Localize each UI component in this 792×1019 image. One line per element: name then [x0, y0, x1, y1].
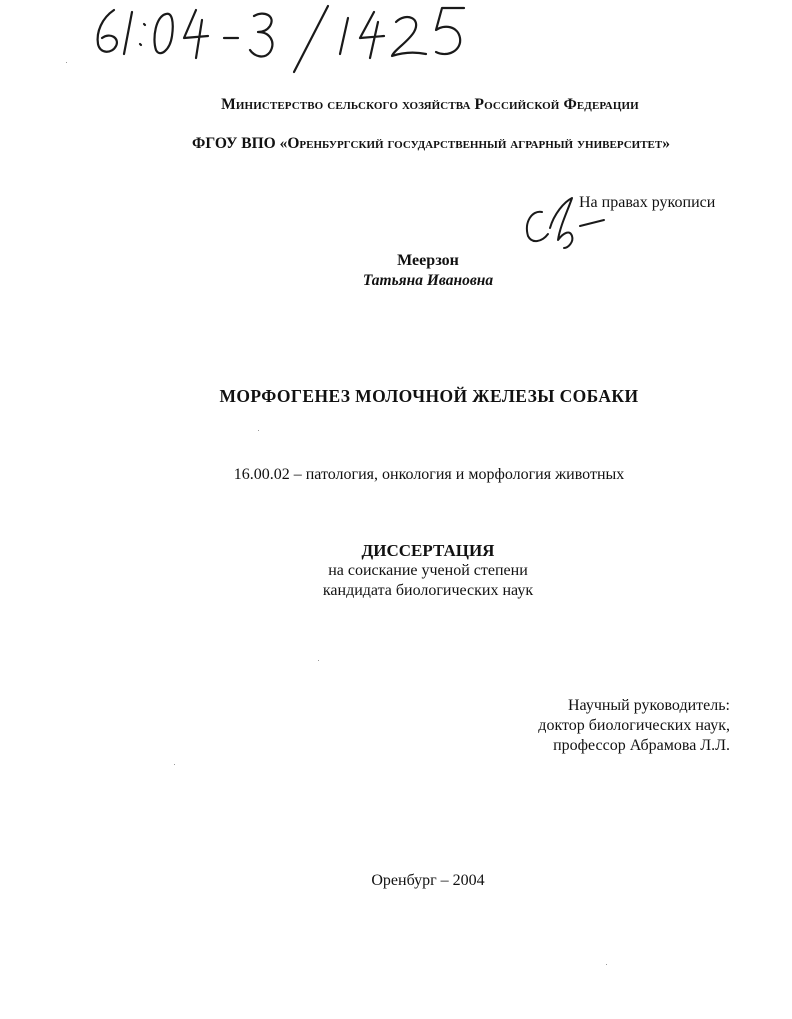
university-heading: ФГОУ ВПО «Оренбургский государственный аграрный университет»	[192, 135, 670, 152]
specialty-code: 16.00.02 – патология, онкология и морфология животных	[233, 466, 625, 483]
handwritten-catalog-number	[92, 2, 482, 74]
degree-line: на соискание ученой степени	[328, 562, 528, 579]
city-year: Оренбург – 2004	[371, 872, 485, 889]
manuscript-rights-note: На правах рукописи	[579, 194, 716, 211]
supervisor-label: Научный руководитель:	[567, 697, 730, 714]
scan-speck	[66, 62, 67, 63]
scan-speck	[318, 660, 319, 661]
author-given-name: Татьяна Ивановна	[362, 272, 494, 289]
supervisor-name: профессор Абрамова Л.Л.	[553, 737, 730, 754]
author-surname: Меерзон	[397, 252, 459, 269]
dissertation-title: МОРФОГЕНЕЗ МОЛОЧНОЙ ЖЕЛЕЗЫ СОБАКИ	[219, 386, 639, 406]
degree-line: кандидата биологических наук	[322, 582, 534, 599]
document-type: ДИССЕРТАЦИЯ	[361, 541, 495, 560]
scan-speck	[258, 430, 259, 431]
supervisor-degree: доктор биологических наук,	[538, 717, 730, 734]
scan-speck	[606, 964, 607, 965]
ministry-heading: Министерство сельского хозяйства Российской Федерации	[221, 96, 639, 113]
scan-speck	[174, 764, 175, 765]
